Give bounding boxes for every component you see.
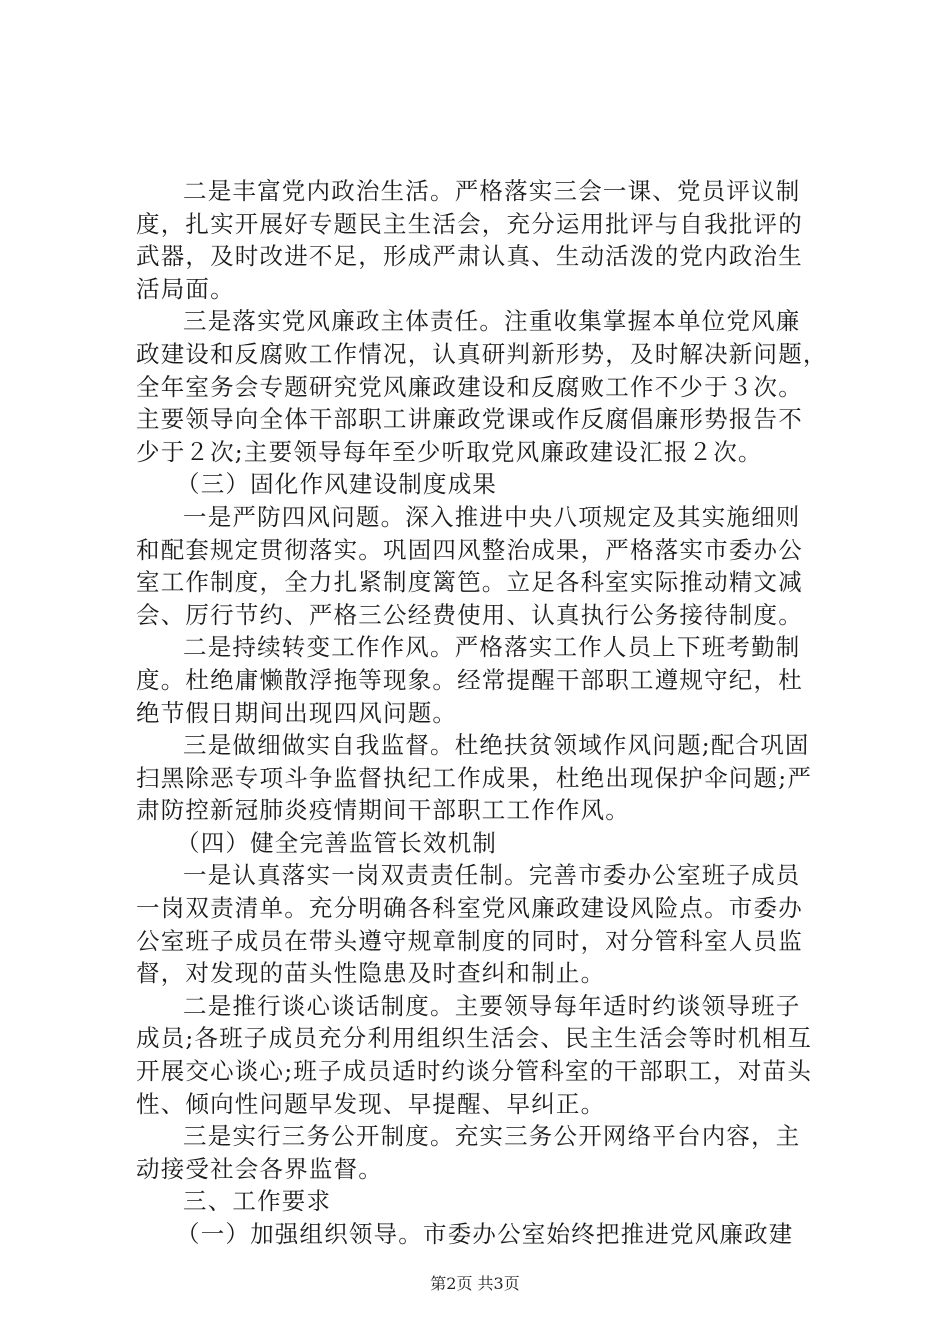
text-line: 武器，及时改进不足，形成严肃认真、生动活泼的党内政治生 (136, 242, 803, 271)
page-footer: 第2页 共3页 (430, 1274, 520, 1293)
text-line: 全年室务会专题研究党风廉政建设和反腐败工作不少于３次。 (136, 372, 803, 401)
text-line: 公室班子成员在带头遵守规章制度的同时，对分管科室人员监 (136, 926, 803, 955)
text-line: 二是持续转变工作作风。严格落实工作人员上下班考勤制 (183, 633, 801, 662)
text-line: 二是丰富党内政治生活。严格落实三会一课、党员评议制 (183, 177, 801, 205)
text-line: 一是认真落实一岗双责责任制。完善市委办公室班子成员 (183, 861, 801, 890)
text-line: 开展交心谈心;班子成员适时约谈分管科室的干部职工，对苗头 (136, 1057, 813, 1086)
text-line: 政建设和反腐败工作情况，认真研判新形势，及时解决新问题， (136, 339, 828, 368)
text-line: 绝节假日期间出现四风问题。 (136, 698, 458, 727)
text-line: 三是做细做实自我监督。杜绝扶贫领域作风问题;配合巩固 (183, 731, 810, 760)
text-line: （三）固化作风建设制度成果 (176, 470, 498, 499)
text-line: 二是推行谈心谈话制度。主要领导每年适时约谈领导班子 (183, 991, 801, 1020)
text-line: 动接受社会各界监督。 (136, 1154, 383, 1183)
text-line: 督，对发现的苗头性隐患及时查纠和制止。 (136, 959, 606, 988)
text-line: 肃防控新冠肺炎疫情期间干部职工工作作风。 (136, 796, 630, 825)
text-line: 三、工作要求 (183, 1187, 332, 1216)
text-line: 性、倾向性问题早发现、早提醒、早纠正。 (136, 1089, 606, 1118)
text-line: 一岗双责清单。充分明确各科室党风廉政建设风险点。市委办 (136, 894, 803, 923)
text-line: 主要领导向全体干部职工讲廉政党课或作反腐倡廉形势报告不 (136, 405, 803, 434)
text-line: 三是实行三务公开制度。充实三务公开网络平台内容，主 (183, 1122, 801, 1151)
text-line: 度。杜绝庸懒散浮拖等现象。经常提醒干部职工遵规守纪，杜 (136, 665, 803, 694)
text-line: （四）健全完善监管长效机制 (176, 828, 498, 857)
text-line: 活局面。 (136, 274, 235, 303)
text-line: 一是严防四风问题。深入推进中央八项规定及其实施细则 (183, 502, 801, 531)
text-line: 度，扎实开展好专题民主生活会，充分运用批评与自我批评的 (136, 209, 803, 238)
text-line: 三是落实党风廉政主体责任。注重收集掌握本单位党风廉 (183, 307, 801, 336)
text-line: 少于２次;主要领导每年至少听取党风廉政建设汇报２次。 (136, 437, 763, 466)
text-line: （一）加强组织领导。市委办公室始终把推进党风廉政建 (176, 1220, 794, 1248)
document-body (136, 175, 842, 1251)
text-line: 会、厉行节约、严格三公经费使用、认真执行公务接待制度。 (136, 600, 803, 629)
text-line: 和配套规定贯彻落实。巩固四风整治成果，严格落实市委办公 (136, 535, 803, 564)
text-line: 室工作制度，全力扎紧制度篱笆。立足各科室实际推动精文减 (136, 568, 803, 597)
text-line: 扫黑除恶专项斗争监督执纪工作成果，杜绝出现保护伞问题;严 (136, 763, 813, 792)
text-line: 成员;各班子成员充分利用组织生活会、民主生活会等时机相互 (136, 1024, 813, 1053)
